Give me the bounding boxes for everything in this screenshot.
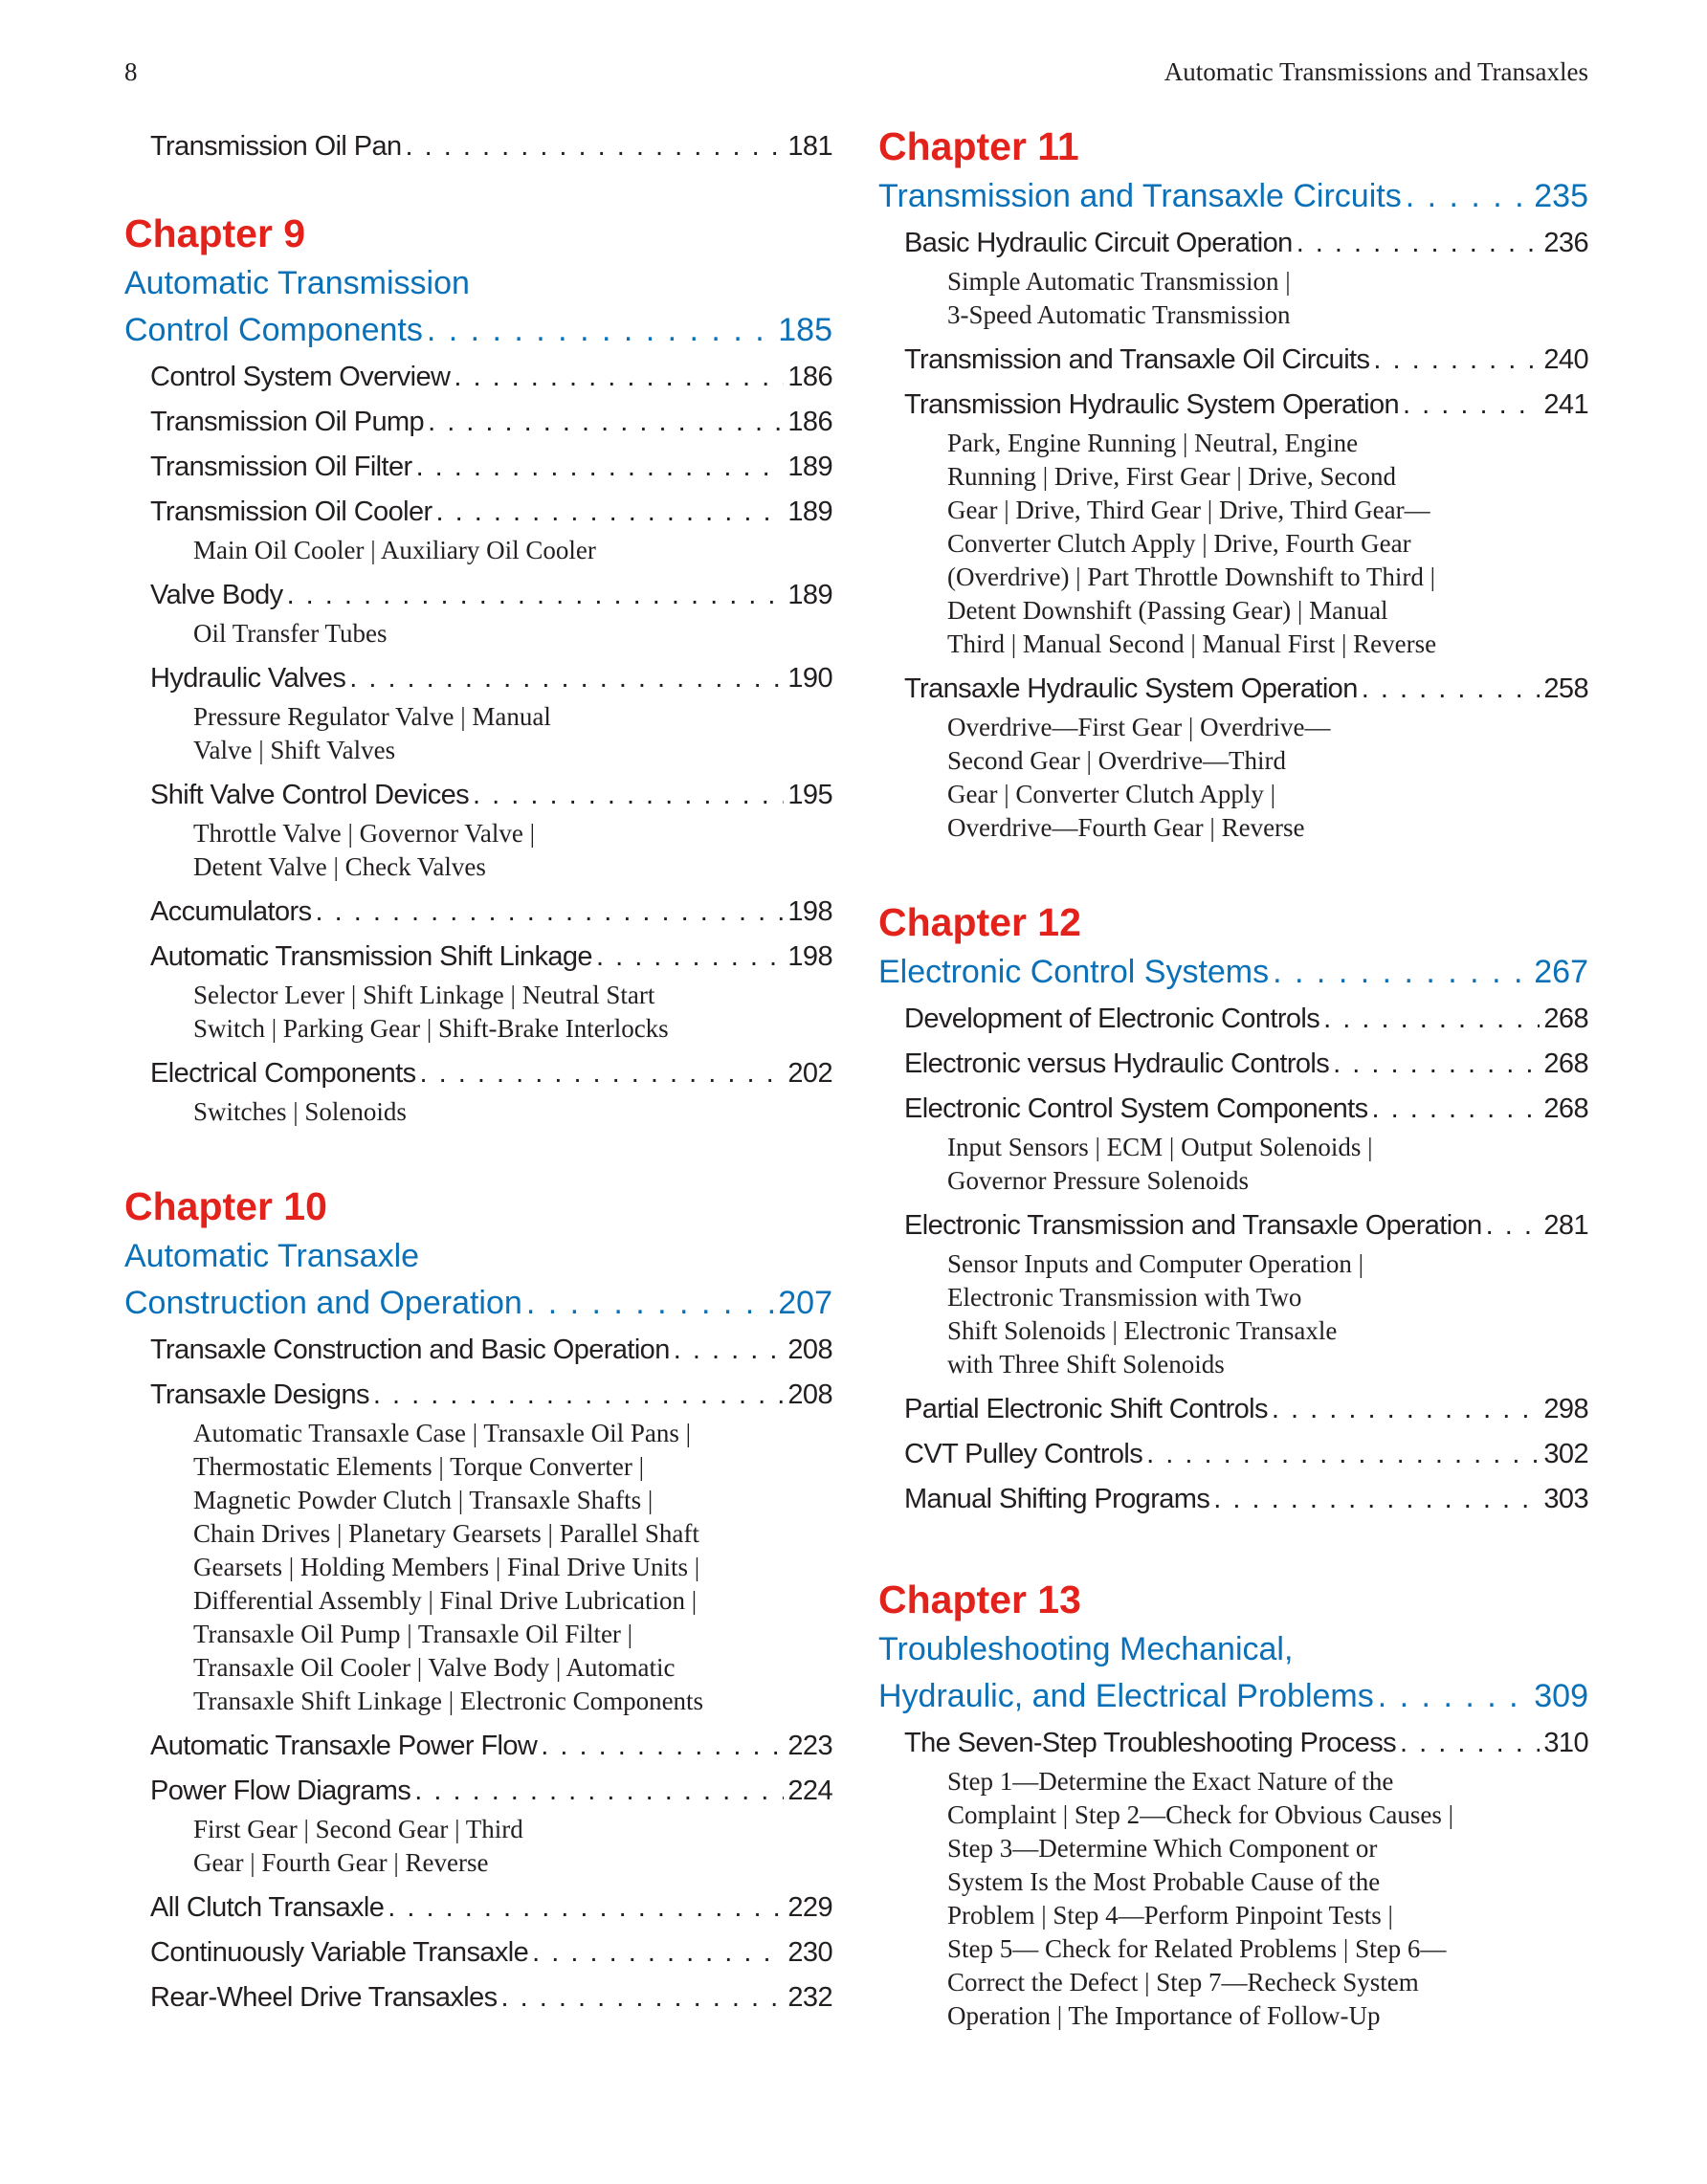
toc-entry[interactable] [150,1886,832,1930]
toc-right-column [878,124,1588,2088]
page-ref: 198 [787,941,832,972]
dot-leader [1378,1674,1531,1719]
dot-leader [388,1886,784,1930]
subtopic-line: Detent Valve | Check Valves [193,852,486,881]
page-ref: 190 [787,663,832,694]
page-header [124,57,1588,96]
chapter-title: Transmission and Transaxle Circuits [878,178,1402,214]
dot-leader [473,773,784,818]
toc-entry[interactable] [150,656,832,701]
subtopic-line: Running | Drive, First Gear | Drive, Second [947,462,1396,491]
dot-leader [541,1724,784,1769]
subtopic-list [947,1765,1588,2033]
page-ref: 302 [1543,1439,1588,1469]
dot-leader [315,890,784,935]
subtopic-line: Detent Downshift (Passing Gear) | Manual [947,596,1388,625]
page-ref: 186 [787,362,832,392]
dot-leader [1406,174,1531,219]
page-ref: 189 [787,496,832,527]
subtopic-list [947,265,1588,332]
section-title: Manual Shifting Programs [904,1484,1210,1514]
subtopic-line: Switch | Parking Gear | Shift-Brake Interlocks [193,1014,669,1043]
subtopic-line: Overdrive—Fourth Gear | Reverse [947,813,1305,842]
section-title: Shift Valve Control Devices [150,780,470,810]
subtopic-line: Third | Manual Second | Manual First | Reverse [947,629,1437,658]
toc-entry[interactable] [904,221,1588,266]
subtopic-line: Throttle Valve | Governor Valve | [193,819,535,848]
toc-entry[interactable] [904,338,1588,383]
running-title: Automatic Transmissions and Transaxles [1164,57,1588,86]
toc-entry[interactable] [904,1432,1588,1477]
subtopic-line: Complaint | Step 2—Check for Obvious Causes | [947,1800,1454,1829]
dot-leader [1373,338,1540,383]
page-ref: 236 [1543,228,1588,258]
subtopic-line: Problem | Step 4—Perform Pinpoint Tests | [947,1901,1393,1930]
dot-leader [414,1769,784,1814]
chapter-block [878,124,1588,845]
subtopic-list [193,817,832,884]
section-title: Control System Overview [150,362,451,392]
subtopic-line: Chain Drives | Planetary Gearsets | Parallel Shaft [193,1519,699,1548]
dot-leader [1297,221,1541,266]
toc-entry[interactable] [904,997,1588,1042]
page-ref: 181 [787,131,832,162]
page-ref: 303 [1543,1484,1588,1514]
dot-leader [416,445,785,490]
page-ref: 223 [787,1731,832,1761]
section-title: Hydraulic Valves [150,663,346,694]
subtopic-list [193,1095,832,1129]
subtopic-line: Gear | Drive, Third Gear | Drive, Third Gear— [947,496,1430,524]
subtopic-line: Electronic Transmission with Two [947,1283,1302,1312]
toc-entry[interactable] [150,1051,832,1096]
dot-leader [1213,1477,1540,1522]
page-ref: 268 [1543,1004,1588,1034]
section-title: Transmission and Transaxle Oil Circuits [904,344,1370,375]
subtopic-line: Shift Solenoids | Electronic Transaxle [947,1316,1338,1345]
chapter-label: Chapter 12 [878,900,1081,944]
page-ref: 189 [787,580,832,610]
chapter-page-ref: 267 [1534,954,1588,990]
dot-leader [427,308,774,353]
subtopic-line: Thermostatic Elements | Torque Converter | [193,1452,645,1481]
chapter-title: Construction and Operation [124,1285,522,1321]
subtopic-line: Converter Clutch Apply | Drive, Fourth Gear [947,529,1411,558]
toc-entry[interactable] [904,1203,1588,1248]
page-ref: 189 [787,452,832,482]
subtopic-line: Valve | Shift Valves [193,736,396,764]
page-ref: 208 [787,1379,832,1410]
toc-entry[interactable] [150,124,832,169]
section-title: Transmission Oil Pump [150,407,425,437]
toc-entry[interactable] [904,1087,1588,1132]
dot-leader [1362,667,1541,712]
page-ref: 202 [787,1058,832,1089]
page-ref: 281 [1543,1210,1588,1241]
subtopic-line: Input Sensors | ECM | Output Solenoids | [947,1133,1373,1161]
subtopic-line: Main Oil Cooler | Auxiliary Oil Cooler [193,536,596,564]
dot-leader [1323,997,1540,1042]
dot-leader [1146,1432,1540,1477]
page-ref: 298 [1543,1394,1588,1424]
section-title: Valve Body [150,580,283,610]
chapter-title: Hydraulic, and Electrical Problems [878,1678,1374,1714]
dot-leader [454,355,784,400]
chapter-title: Control Components [124,312,423,348]
chapter-title-row[interactable] [878,950,1588,995]
toc-entry[interactable] [150,355,832,400]
section-title: Automatic Transaxle Power Flow [150,1731,538,1761]
section-title: Electronic Transmission and Transaxle Operation [904,1210,1482,1241]
page-ref: 268 [1543,1048,1588,1079]
subtopic-list [947,1131,1588,1198]
subtopic-line: Step 3—Determine Which Component or [947,1834,1378,1863]
section-title: Continuously Variable Transaxle [150,1937,529,1968]
page-ref: 208 [787,1335,832,1365]
chapter-label: Chapter 10 [124,1184,327,1228]
dot-leader [674,1328,785,1373]
toc-entry[interactable] [150,573,832,618]
chapter-label: Chapter 11 [878,124,1079,168]
section-title: Electronic versus Hydraulic Controls [904,1048,1330,1079]
toc-entry[interactable] [904,1721,1588,1766]
toc-entry[interactable] [904,667,1588,712]
dot-leader [1273,950,1530,995]
page-ref: 258 [1543,673,1588,704]
page-ref: 268 [1543,1093,1588,1124]
section-title: Transaxle Construction and Basic Operation [150,1335,670,1365]
subtopic-line: Step 1—Determine the Exact Nature of the [947,1767,1394,1796]
subtopic-line: Transaxle Oil Cooler | Valve Body | Automatic [193,1653,676,1682]
section-title: Partial Electronic Shift Controls [904,1394,1268,1424]
chapter-title-row[interactable] [878,1674,1588,1719]
chapter-title-row[interactable] [124,1281,832,1326]
section-title: Transaxle Designs [150,1379,369,1410]
page-ref: 241 [1543,389,1588,420]
toc-left-column [124,124,832,2076]
toc-entry[interactable] [904,1387,1588,1432]
toc-entry[interactable] [150,400,832,445]
subtopic-list [193,979,832,1046]
section-title: Rear-Wheel Drive Transaxles [150,1982,498,2013]
section-title: Development of Electronic Controls [904,1004,1320,1034]
section-title: Transmission Oil Cooler [150,496,432,527]
subtopic-line: Overdrive—First Gear | Overdrive— [947,713,1331,741]
dot-leader [428,400,784,445]
dot-leader [406,124,785,169]
page-ref: 232 [787,1982,832,2013]
subtopic-list [193,700,832,767]
subtopic-line: Correct the Defect | Step 7—Recheck System [947,1968,1419,1996]
subtopic-list [193,1813,832,1880]
toc-entry[interactable] [904,1042,1588,1087]
section-title: Transmission Oil Filter [150,452,412,482]
subtopic-line: System Is the Most Probable Cause of the [947,1867,1381,1896]
dot-leader [373,1373,785,1418]
toc-entry[interactable] [150,1373,832,1418]
toc-entry[interactable] [150,1975,832,2020]
subtopic-line: Sensor Inputs and Computer Operation | [947,1249,1364,1278]
subtopic-list [947,711,1588,845]
section-title: Power Flow Diagrams [150,1776,411,1806]
dot-leader [1486,1203,1541,1248]
chapter-title-row[interactable] [124,308,832,353]
dot-leader [1272,1387,1540,1432]
dot-leader [526,1281,774,1326]
toc-entry[interactable] [150,490,832,535]
chapter-title: Electronic Control Systems [878,954,1270,990]
section-title: Transmission Hydraulic System Operation [904,389,1400,420]
subtopic-line: with Three Shift Solenoids [947,1350,1225,1379]
subtopic-line: Automatic Transaxle Case | Transaxle Oil Pans | [193,1419,692,1447]
dot-leader [349,656,784,701]
dot-leader [532,1930,784,1975]
subtopic-line: Selector Lever | Shift Linkage | Neutral Start [193,981,655,1009]
chapter-page-ref: 235 [1534,178,1588,214]
page-ref: 198 [787,896,832,927]
section-title: All Clutch Transaxle [150,1892,385,1923]
subtopic-list [193,617,832,651]
dot-leader [1333,1042,1540,1087]
section-title: Transaxle Hydraulic System Operation [904,673,1358,704]
page-ref: 195 [787,780,832,810]
chapter-label: Chapter 9 [124,211,306,255]
chapter-block [878,900,1588,1522]
subtopic-line: Governor Pressure Solenoids [947,1166,1249,1195]
subtopic-line: Gearsets | Holding Members | Final Drive Units | [193,1553,700,1581]
toc-entry[interactable] [150,445,832,490]
section-title: Automatic Transmission Shift Linkage [150,941,592,972]
subtopic-line: Step 5— Check for Related Problems | Step 6— [947,1934,1447,1963]
subtopic-line: Pressure Regulator Valve | Manual [193,702,551,731]
dot-leader [1372,1087,1541,1132]
section-title: Transmission Oil Pan [150,131,402,162]
carryover-entries [124,124,832,169]
page-ref: 240 [1543,344,1588,375]
dot-leader [1400,1721,1540,1766]
dot-leader [420,1051,785,1096]
toc-entry[interactable] [150,1930,832,1975]
section-title: CVT Pulley Controls [904,1439,1143,1469]
chapter-title: Troubleshooting Mechanical, [878,1631,1294,1667]
subtopic-line: Gear | Converter Clutch Apply | [947,780,1275,808]
subtopic-line: (Overdrive) | Part Throttle Downshift to Third | [947,563,1435,591]
chapter-title: Automatic Transmission [124,265,470,301]
subtopic-line: Magnetic Powder Clutch | Transaxle Shafts | [193,1486,654,1514]
page-ref: 310 [1543,1728,1588,1758]
dot-leader [1403,383,1540,428]
subtopic-line: Transaxle Shift Linkage | Electronic Components [193,1687,704,1715]
subtopic-list [193,534,832,567]
chapter-block [124,1184,832,2020]
subtopic-line: Gear | Fourth Gear | Reverse [193,1848,489,1877]
subtopic-list [947,427,1588,661]
dot-leader [436,490,785,535]
toc-entry[interactable] [150,1769,832,1814]
subtopic-line: Simple Automatic Transmission | [947,267,1291,296]
dot-leader [501,1975,785,2020]
chapter-label: Chapter 13 [878,1577,1081,1621]
dot-leader [287,573,785,618]
toc-entry[interactable] [904,1477,1588,1522]
chapter-title: Automatic Transaxle [124,1238,420,1274]
subtopic-line: 3-Speed Automatic Transmission [947,300,1291,329]
toc-entry[interactable] [904,383,1588,428]
toc-entry[interactable] [150,1328,832,1373]
chapter-page-ref: 207 [778,1285,832,1321]
section-title: Electrical Components [150,1058,416,1089]
toc-entry[interactable] [150,890,832,935]
page-ref: 229 [787,1892,832,1923]
section-title: The Seven-Step Troubleshooting Process [904,1728,1397,1758]
section-title: Accumulators [150,896,312,927]
subtopic-line: Oil Transfer Tubes [193,619,388,648]
page-number: 8 [124,57,138,86]
page-ref: 224 [787,1776,832,1806]
dot-leader [596,935,784,980]
section-title: Basic Hydraulic Circuit Operation [904,228,1293,258]
subtopic-line: Park, Engine Running | Neutral, Engine [947,429,1359,457]
subtopic-line: Switches | Solenoids [193,1097,407,1126]
subtopic-list [193,1417,832,1718]
subtopic-line: Transaxle Oil Pump | Transaxle Oil Filter | [193,1620,633,1648]
toc-entry[interactable] [150,773,832,818]
chapter-page-ref: 309 [1534,1678,1588,1714]
chapter-block [878,1577,1588,2033]
subtopic-line: Second Gear | Overdrive—Third [947,746,1287,775]
subtopic-list [947,1247,1588,1381]
subtopic-line: First Gear | Second Gear | Third [193,1815,523,1843]
chapter-page-ref: 185 [778,312,832,348]
subtopic-line: Differential Assembly | Final Drive Lubrication | [193,1586,698,1615]
section-title: Electronic Control System Components [904,1093,1368,1124]
chapter-block [124,211,832,1129]
subtopic-line: Operation | The Importance of Follow-Up [947,2001,1381,2030]
toc-entry[interactable] [150,935,832,980]
toc-entry[interactable] [150,1724,832,1769]
page-ref: 230 [787,1937,832,1968]
page-ref: 186 [787,407,832,437]
chapter-title-row[interactable] [878,174,1588,219]
